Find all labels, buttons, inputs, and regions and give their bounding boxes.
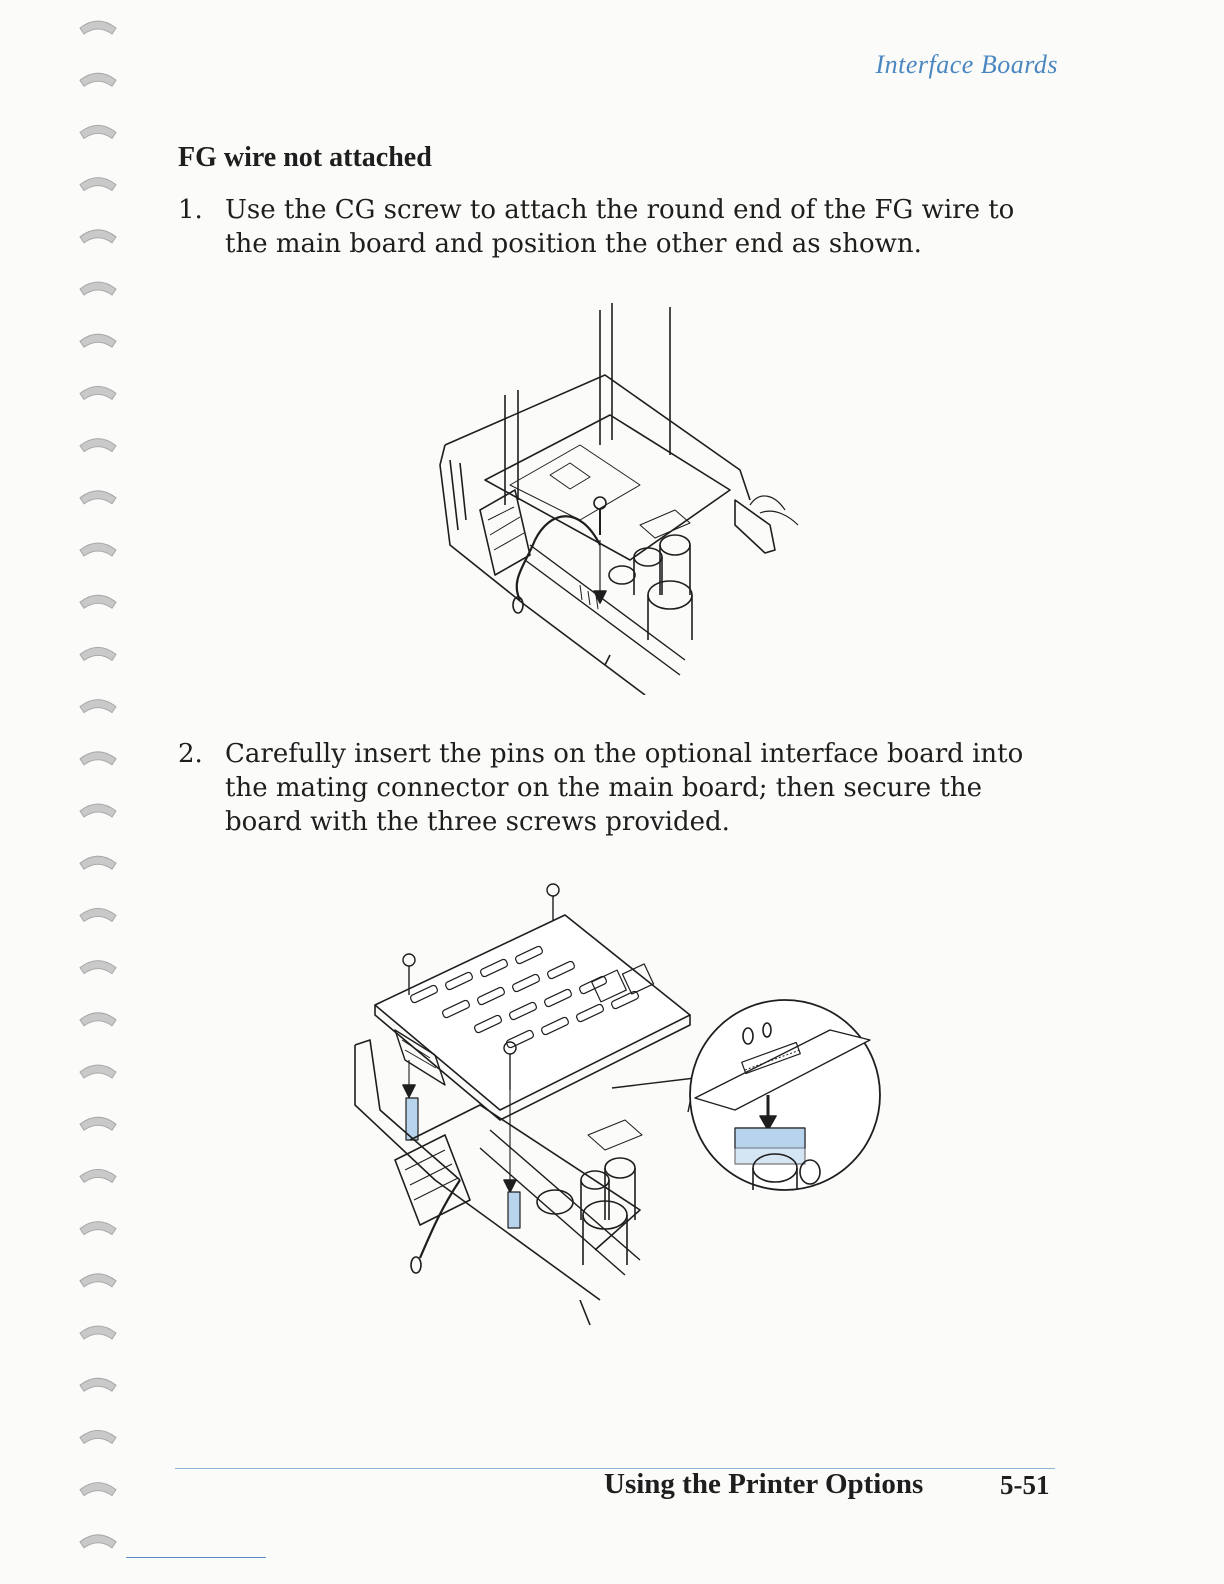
binding-hole	[80, 1430, 116, 1443]
step-text: Carefully insert the pins on the optional interface board into the mating connector on the main board; then secure the board with the three screws provided.	[225, 739, 1024, 837]
binding-hole	[80, 230, 116, 243]
step-text: Use the CG screw to attach the round end of the FG wire to the main board and position the other end as shown.	[225, 195, 1015, 259]
binding-hole	[80, 386, 116, 399]
binding-hole	[80, 1274, 116, 1287]
binding-hole	[80, 1065, 116, 1078]
bottom-rule	[126, 1557, 266, 1558]
footer-chapter-title: Using the Printer Options	[604, 1468, 924, 1500]
binding-hole	[80, 752, 116, 765]
step-number: 2.	[178, 739, 203, 769]
binding-hole	[80, 125, 116, 138]
binding-hole	[80, 439, 116, 452]
binding-hole	[80, 1013, 116, 1026]
binding-hole	[80, 1535, 116, 1548]
binding-hole	[80, 73, 116, 86]
binding-hole	[80, 334, 116, 347]
binding-hole	[80, 543, 116, 556]
binding-hole	[80, 1117, 116, 1130]
binding-hole	[80, 908, 116, 921]
binding-hole	[80, 1169, 116, 1182]
binding-hole	[80, 282, 116, 295]
binding-hole	[80, 700, 116, 713]
binding-hole	[80, 856, 116, 869]
binding-hole	[80, 595, 116, 608]
running-head: Interface Boards	[875, 50, 1058, 79]
binding-hole	[80, 804, 116, 817]
binding-hole	[80, 21, 116, 34]
step-number: 1.	[178, 195, 203, 225]
binding-hole	[80, 1222, 116, 1235]
interface-board-install-illustration	[350, 880, 890, 1330]
section-title: FG wire not attached	[178, 142, 432, 173]
binding-hole	[80, 1483, 116, 1496]
binding-hole	[80, 1326, 116, 1339]
binding-hole	[80, 178, 116, 191]
binding-hole	[80, 961, 116, 974]
binding-hole	[80, 491, 116, 504]
binding-hole	[80, 647, 116, 660]
binding-hole	[80, 1378, 116, 1391]
page-number: 5-51	[1000, 1470, 1050, 1500]
spiral-binding	[78, 0, 118, 1584]
fg-wire-screw-illustration	[430, 295, 830, 695]
